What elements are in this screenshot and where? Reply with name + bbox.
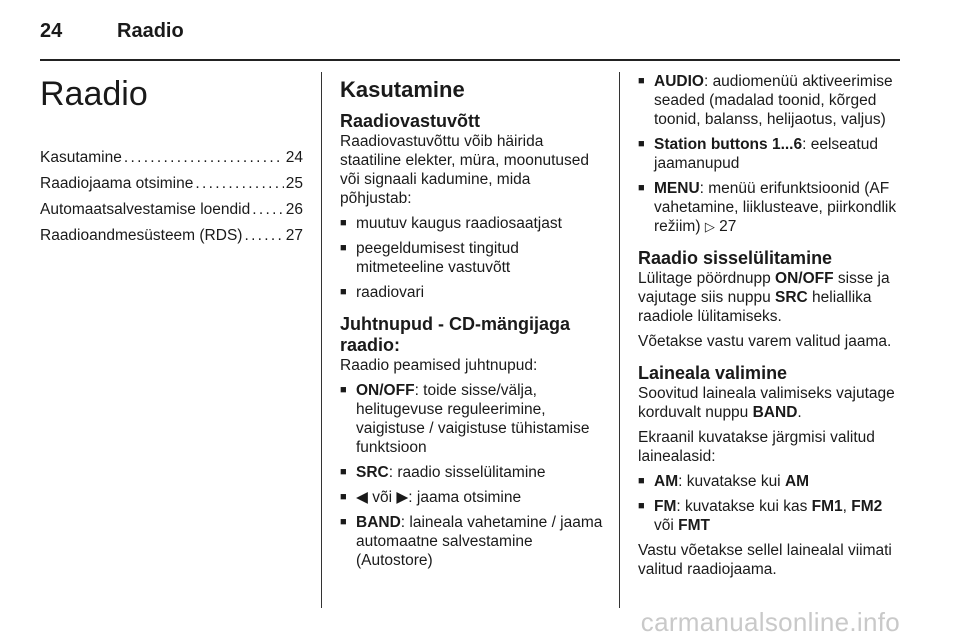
reception-heading: Raadiovastuvõtt <box>340 111 481 131</box>
table-of-contents <box>40 148 303 245</box>
band-text <box>638 384 900 422</box>
toc-entry-page: 25 <box>285 175 303 192</box>
toc-entry-page: 26 <box>285 201 303 218</box>
control-description: : raadio sisselülitamine <box>388 464 546 481</box>
text-run: Lülitage pöördnupp <box>638 270 776 287</box>
control-key: AM <box>654 473 679 490</box>
text-run: sisse ja vajutage siis nuppu <box>638 270 890 306</box>
control-key: SRC <box>775 289 808 306</box>
toc-entry-title: Automaatsalvestamise loendid <box>40 201 251 218</box>
switch-on-note: Võetakse vastu varem valitud jaama. <box>638 333 892 350</box>
text-run: heliallika raadiole lülitamiseks. <box>638 289 872 325</box>
control-key: SRC <box>356 464 389 481</box>
control-item-seek <box>340 488 603 507</box>
control-description: ◀ või ▶: jaama otsimine <box>356 489 522 506</box>
display-value: FMT <box>678 517 710 534</box>
control-description: : audiomenüü aktiveerimise seaded (madalad toonid, kõrged toonid, balanss, helijaotus, valjus) <box>654 73 893 128</box>
running-title: Raadio <box>117 20 184 42</box>
control-key: ON/OFF <box>356 382 415 399</box>
control-key: ON/OFF <box>775 270 834 287</box>
band-item-am <box>638 472 900 491</box>
column-divider-2 <box>619 72 620 608</box>
control-description: : laineala vahetamine / jaama automaatne salvestamine (Autostore) <box>356 514 603 569</box>
toc-leader <box>195 174 283 193</box>
section-title: Kasutamine <box>340 77 465 102</box>
control-item-menu <box>638 179 900 236</box>
controls-bullet-list <box>340 381 603 570</box>
chapter-title: Raadio <box>40 75 148 113</box>
control-description: : menüü erifunktsioonid (AF vahetamine, liiklusteave, piirkondlik režiim) <box>654 180 897 235</box>
toc-leader <box>244 226 283 245</box>
column-toc <box>40 72 303 252</box>
band-heading: Laineala valimine <box>638 363 788 383</box>
control-item-band <box>340 513 603 570</box>
display-value: FM2 <box>851 498 883 515</box>
column-controls-continued <box>638 72 900 585</box>
toc-entry-page: 27 <box>285 227 303 244</box>
bullet-item: ■ muutuv kaugus raadiosaatjast <box>340 214 603 233</box>
toc-entry[interactable] <box>40 200 303 219</box>
control-key: MENU <box>654 180 700 197</box>
reception-bullet-list <box>340 214 603 302</box>
control-key: AUDIO <box>654 73 704 90</box>
switch-on-text <box>638 269 900 326</box>
toc-entry[interactable] <box>40 226 303 245</box>
reception-text: Raadiovastuvõttu võib häirida staatiline elekter, müra, moonutused või signaali kadumine, mida põhjustab: <box>340 133 589 207</box>
band-bullet-list <box>638 472 900 535</box>
control-item-src <box>340 463 603 482</box>
toc-entry-title: Kasutamine <box>40 149 122 166</box>
display-value: AM <box>784 473 810 490</box>
display-value: FM1 <box>811 498 843 515</box>
control-item-station-buttons <box>638 135 900 173</box>
bullet-item: ■ raadiovari <box>340 283 603 302</box>
controls-heading: Juhtnupud - CD-mängijaga raadio: <box>340 314 570 355</box>
controls-intro: Raadio peamised juhtnupud: <box>340 357 538 374</box>
text-run: . <box>797 404 802 421</box>
control-description: : toide sisse/välja, helitugevuse reguleerimine, vaigistuse / vaigistuse tühistamise funktsioon <box>356 382 590 456</box>
page-number: 24 <box>40 20 63 42</box>
toc-entry-page: 24 <box>285 149 303 166</box>
text-run: Soovitud laineala valimiseks vajutage korduvalt nuppu <box>638 385 895 421</box>
toc-entry-title: Raadiojaama otsimine <box>40 175 194 192</box>
control-key: BAND <box>356 514 401 531</box>
column-usage <box>340 72 603 576</box>
toc-entry[interactable] <box>40 174 303 193</box>
toc-leader <box>252 200 284 219</box>
band-note: Vastu võetakse sellel lainealal viimati valitud raadiojaama. <box>638 542 892 578</box>
column-divider-1 <box>321 72 322 608</box>
toc-entry-title: Raadioandmesüsteem (RDS) <box>40 227 243 244</box>
band-list-intro: Ekraanil kuvatakse järgmisi valitud lainealasid: <box>638 429 875 465</box>
header-rule <box>40 59 900 61</box>
control-key: Station buttons 1...6 <box>654 136 803 153</box>
controls-bullet-list-continued <box>638 72 900 236</box>
control-item-on-off <box>340 381 603 457</box>
band-item-fm <box>638 497 900 535</box>
control-key: BAND <box>752 404 798 421</box>
cross-reference-page[interactable]: 27 <box>719 218 737 235</box>
text-run: või <box>654 517 679 534</box>
control-description: : eelseatud jaamanupud <box>654 136 878 172</box>
toc-leader <box>124 148 284 167</box>
control-key: FM <box>654 498 677 515</box>
control-item-audio <box>638 72 900 129</box>
text-run: : kuvatakse kui <box>678 473 785 490</box>
bullet-item: ■ peegeldumisest tingitud mitmeteeline vastuvõtt <box>340 239 603 277</box>
toc-entry[interactable] <box>40 148 303 167</box>
text-run: , <box>842 498 852 515</box>
switch-on-heading: Raadio sisselülitamine <box>638 248 833 268</box>
watermark: carmanualsonline.info <box>640 607 900 637</box>
text-run: : kuvatakse kui kas <box>676 498 812 515</box>
cross-reference-arrow-icon: ▷ <box>704 219 715 234</box>
